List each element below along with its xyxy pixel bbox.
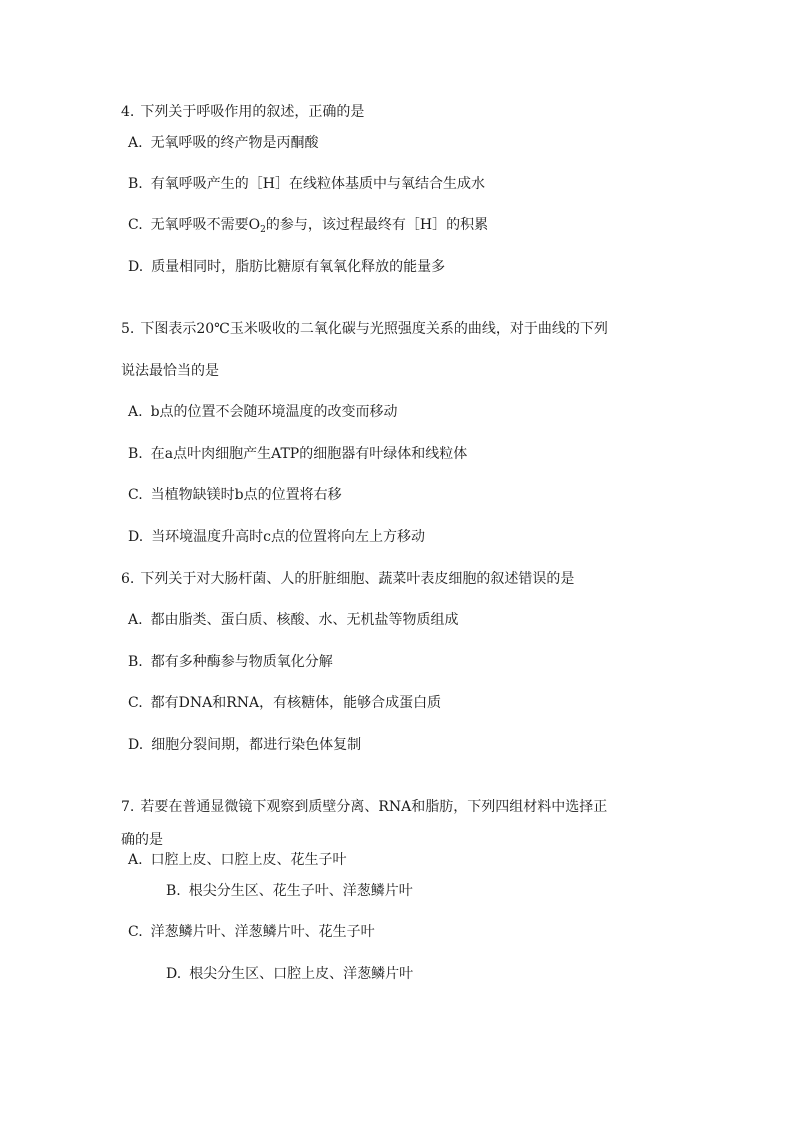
option-label: D. [128, 529, 144, 545]
option-text-pre: 无氧呼吸不需要O [150, 217, 261, 233]
option-text: 无氧呼吸的终产物是丙酮酸 [150, 135, 319, 151]
question-6-option-a [128, 610, 459, 630]
question-4-option-a [128, 133, 319, 153]
question-7-option-b [166, 881, 413, 901]
question-number: 5. [121, 321, 135, 337]
option-label: C. [128, 695, 143, 711]
question-5-option-c [128, 485, 342, 505]
option-label: C. [128, 487, 143, 503]
question-5-stem-continued [121, 361, 219, 381]
option-label: C. [128, 924, 143, 940]
option-text: 洋葱鳞片叶、洋葱鳞片叶、花生子叶 [150, 924, 375, 940]
question-6-option-d [128, 735, 361, 755]
question-7-stem-continued [121, 830, 163, 850]
question-text: 说法最恰当的是 [121, 363, 219, 379]
option-label: B. [166, 883, 181, 899]
question-5-option-b [128, 444, 467, 464]
question-text: 下图表示20℃玉米吸收的二氧化碳与光照强度关系的曲线，对于曲线的下列 [140, 321, 608, 337]
option-label: A. [128, 135, 143, 151]
option-text: 当植物缺镁时b点的位置将右移 [150, 487, 342, 503]
option-text: 根尖分生区、花生子叶、洋葱鳞片叶 [188, 883, 413, 899]
option-label: A. [128, 404, 143, 420]
question-7-option-a [128, 850, 347, 870]
option-label: A. [128, 612, 143, 628]
question-text: 下列关于对大肠杆菌、人的肝脏细胞、蔬菜叶表皮细胞的叙述错误的是 [140, 571, 575, 587]
option-text: 细胞分裂间期，都进行染色体复制 [151, 737, 362, 753]
option-label: D. [128, 737, 144, 753]
question-5-stem [121, 319, 608, 339]
question-number: 6. [121, 571, 135, 587]
option-text: 都有多种酶参与物质氧化分解 [150, 654, 333, 670]
option-text: 都由脂类、蛋白质、核酸、水、无机盐等物质组成 [150, 612, 459, 628]
question-text: 下列关于呼吸作用的叙述，正确的是 [140, 104, 365, 120]
option-text: 都有DNA和RNA，有核糖体，能够合成蛋白质 [150, 695, 442, 711]
question-4-option-d [128, 257, 445, 277]
option-text: 有氧呼吸产生的［H］在线粒体基质中与氧结合生成水 [150, 176, 485, 192]
option-text: 根尖分生区、口腔上皮、洋葱鳞片叶 [189, 966, 414, 982]
question-number: 4. [121, 104, 135, 120]
subscript: 2 [260, 225, 266, 235]
question-7-option-d [166, 964, 413, 984]
question-6-option-c [128, 693, 441, 713]
question-7-stem [121, 797, 607, 817]
question-number: 7. [121, 799, 135, 815]
option-label: D. [128, 259, 144, 275]
option-label: B. [128, 654, 143, 670]
question-text: 若要在普通显微镜下观察到质壁分离、RNA和脂肪，下列四组材料中选择正 [140, 799, 608, 815]
option-text: b点的位置不会随环境温度的改变而移动 [150, 404, 398, 420]
option-label: B. [128, 176, 143, 192]
question-4-option-b [128, 174, 485, 194]
question-6-option-b [128, 652, 333, 672]
option-text: 质量相同时，脂肪比糖原有氧氧化释放的能量多 [151, 259, 446, 275]
option-label: B. [128, 446, 143, 462]
question-5-option-d [128, 527, 425, 547]
question-6-stem [121, 569, 574, 589]
option-text-post: 的参与，该过程最终有［H］的积累 [265, 217, 489, 233]
option-label: A. [128, 852, 143, 868]
option-label: C. [128, 217, 143, 233]
question-text: 确的是 [121, 832, 163, 848]
question-4-stem [121, 102, 364, 122]
question-7-option-c [128, 922, 375, 942]
option-text: 口腔上皮、口腔上皮、花生子叶 [150, 852, 347, 868]
option-label: D. [166, 966, 182, 982]
option-text: 当环境温度升高时c点的位置将向左上方移动 [151, 529, 426, 545]
question-5-option-a [128, 402, 398, 422]
option-text: 在a点叶肉细胞产生ATP的细胞器有叶绿体和线粒体 [150, 446, 468, 462]
question-4-option-c [128, 215, 488, 235]
